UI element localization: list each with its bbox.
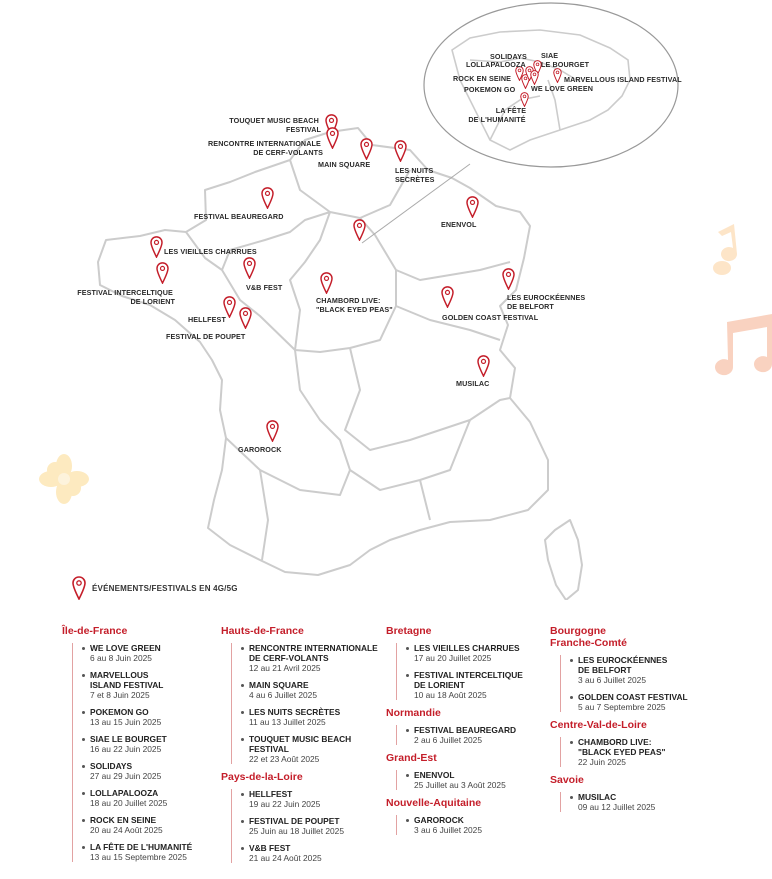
- event-item: [81, 643, 212, 663]
- marker-label: LES EUROCKÉENNES DE BELFORT: [507, 293, 586, 311]
- pin-vb-fest[interactable]: [244, 258, 255, 278]
- event-dates: 3 au 6 Juillet 2025: [578, 675, 646, 685]
- event-dates: 21 au 24 Août 2025: [249, 853, 322, 863]
- event-item: [569, 655, 720, 685]
- event-name: LES VIEILLES CHARRUES: [414, 643, 520, 653]
- marker-label: ROCK EN SEINE: [453, 74, 512, 83]
- event-dates: 6 au 8 Juin 2025: [90, 653, 152, 663]
- region-title: Centre-Val-de-Loire: [550, 719, 647, 731]
- region-title: Nouvelle-Aquitaine: [386, 797, 482, 809]
- event-dates: 13 au 15 Juin 2025: [90, 717, 162, 727]
- marker-label: HELLFEST: [188, 315, 226, 324]
- pin-poupet[interactable]: [240, 308, 251, 328]
- event-item: [569, 792, 720, 812]
- event-list: [560, 655, 720, 712]
- event-list: [231, 643, 386, 764]
- event-item: [81, 788, 212, 808]
- event-item: [81, 670, 212, 700]
- pin-main-square[interactable]: [361, 139, 372, 159]
- event-list: [560, 737, 720, 767]
- region-title: Normandie: [386, 707, 441, 719]
- event-list: [396, 815, 550, 835]
- event-list: [396, 770, 550, 790]
- event-name: LES EUROCKÉENNES DE BELFORT: [578, 655, 668, 675]
- column-1: [62, 625, 212, 869]
- event-item: [240, 680, 386, 700]
- marker-label: RENCONTRE INTERNATIONALE DE CERF-VOLANTS: [208, 139, 323, 157]
- event-name: GOLDEN COAST FESTIVAL: [578, 692, 688, 702]
- event-item: [405, 725, 550, 745]
- event-item: [569, 692, 720, 712]
- pin-interceltique[interactable]: [157, 263, 168, 283]
- marker-label: FESTIVAL INTERCELTIQUE DE LORIENT: [77, 288, 175, 306]
- region-title: Île-de-France: [62, 625, 128, 637]
- event-item: [81, 815, 212, 835]
- marker-label: POKEMON GO: [464, 85, 516, 94]
- event-name: LA FÊTE DE L'HUMANITÉ: [90, 842, 193, 852]
- event-name: TOUQUET MUSIC BEACH FESTIVAL: [249, 734, 352, 754]
- event-item: [240, 843, 386, 863]
- double-note-decoration: [715, 314, 772, 375]
- event-dates: 20 au 24 Août 2025: [90, 825, 163, 835]
- event-dates: 4 au 6 Juillet 2025: [249, 690, 317, 700]
- event-list: [231, 789, 386, 863]
- event-name: MUSILAC: [578, 792, 617, 802]
- event-dates: 13 au 15 Septembre 2025: [90, 852, 187, 862]
- column-2: [221, 625, 386, 870]
- marker-label: LOLLAPALOOZA: [466, 60, 526, 69]
- event-name: CHAMBORD LIVE: "BLACK EYED PEAS": [578, 737, 666, 757]
- event-dates: 2 au 6 Juillet 2025: [414, 735, 482, 745]
- corsica-outline: [545, 520, 582, 600]
- region-title: Grand-Est: [386, 752, 437, 764]
- event-dates: 19 au 22 Juin 2025: [249, 799, 321, 809]
- pin-eurockeennes[interactable]: [503, 269, 514, 289]
- map-pin-icon: [72, 576, 86, 600]
- event-dates: 25 Juin au 18 Juillet 2025: [249, 826, 344, 836]
- pin-golden-coast[interactable]: [442, 287, 453, 307]
- marker-label: SIAE LE BOURGET: [541, 51, 590, 69]
- event-name: LOLLAPALOOZA: [90, 788, 159, 798]
- marker-label: MARVELLOUS ISLAND FESTIVAL: [564, 75, 682, 84]
- marker-label: FESTIVAL DE POUPET: [166, 332, 246, 341]
- marker-label: GAROROCK: [238, 445, 282, 454]
- event-item: [240, 816, 386, 836]
- event-name: WE LOVE GREEN: [90, 643, 161, 653]
- pin-vieilles-charrues[interactable]: [151, 237, 162, 257]
- marker-label: WE LOVE GREEN: [531, 84, 594, 93]
- marker-label: MAIN SQUARE: [318, 160, 371, 169]
- event-name: GAROROCK: [414, 815, 464, 825]
- marker-label: LES VIEILLES CHARRUES: [164, 247, 257, 256]
- event-item: [81, 734, 212, 754]
- event-list: [72, 643, 212, 862]
- event-item: [240, 707, 386, 727]
- marker-label: TOUQUET MUSIC BEACH FESTIVAL: [229, 116, 321, 134]
- pin-nuits-secretes[interactable]: [395, 141, 406, 161]
- event-dates: 25 Juillet au 3 Août 2025: [414, 780, 506, 790]
- region-title: Hauts-de-France: [221, 625, 304, 637]
- event-dates: 5 au 7 Septembre 2025: [578, 702, 666, 712]
- marker-label: GOLDEN COAST FESTIVAL: [442, 313, 539, 322]
- event-item: [81, 761, 212, 781]
- event-dates: 22 et 23 Août 2025: [249, 754, 320, 764]
- column-3: [386, 625, 550, 842]
- event-name: FESTIVAL BEAUREGARD: [414, 725, 517, 735]
- event-dates: 18 au 20 Juillet 2025: [90, 798, 168, 808]
- event-name: ENENVOL: [414, 770, 455, 780]
- event-name: MAIN SQUARE: [249, 680, 309, 690]
- event-item: [569, 737, 720, 767]
- event-name: SOLIDAYS: [90, 761, 133, 771]
- marker-label: MUSILAC: [456, 379, 490, 388]
- event-list: [396, 643, 550, 700]
- marker-label: ENENVOL: [441, 220, 477, 229]
- event-name: V&B FEST: [249, 843, 291, 853]
- pin-garorock[interactable]: [267, 421, 278, 441]
- event-name: LES NUITS SECRÈTES: [249, 707, 341, 717]
- music-note-decoration: [713, 224, 737, 275]
- event-dates: 7 et 8 Juin 2025: [90, 690, 150, 700]
- event-dates: 22 Juin 2025: [578, 757, 626, 767]
- event-item: [405, 815, 550, 835]
- event-list: [396, 725, 550, 745]
- event-dates: 3 au 6 Juillet 2025: [414, 825, 482, 835]
- event-name: RENCONTRE INTERNATIONALE DE CERF-VOLANTS: [249, 643, 378, 663]
- pin-cerf-volants[interactable]: [327, 128, 338, 148]
- event-list: [560, 792, 720, 812]
- event-name: ROCK EN SEINE: [90, 815, 157, 825]
- marker-label: CHAMBORD LIVE: "BLACK EYED PEAS": [316, 296, 393, 314]
- flower-decoration: [39, 454, 89, 504]
- pin-enenvol[interactable]: [467, 197, 478, 217]
- pin-musilac[interactable]: [478, 356, 489, 376]
- event-dates: 27 au 29 Juin 2025: [90, 771, 162, 781]
- event-dates: 09 au 12 Juillet 2025: [578, 802, 656, 812]
- event-name: SIAE LE BOURGET: [90, 734, 167, 744]
- marker-label: V&B FEST: [246, 283, 283, 292]
- map-legend: [72, 576, 238, 600]
- legend-label: ÉVÉNEMENTS/FESTIVALS EN 4G/5G: [92, 583, 238, 593]
- event-dates: 12 au 21 Avril 2025: [249, 663, 321, 673]
- event-item: [81, 842, 212, 862]
- marker-label: LA FÊTE DE L'HUMANITÉ: [468, 106, 527, 124]
- region-title: Pays-de-la-Loire: [221, 771, 303, 783]
- event-item: [240, 789, 386, 809]
- event-dates: 16 au 22 Juin 2025: [90, 744, 162, 754]
- event-name: FESTIVAL DE POUPET: [249, 816, 340, 826]
- region-title: Savoie: [550, 774, 584, 786]
- event-item: [240, 643, 386, 673]
- event-name: POKEMON GO: [90, 707, 149, 717]
- pin-chambord[interactable]: [321, 273, 332, 293]
- pin-beauregard[interactable]: [262, 188, 273, 208]
- event-dates: 10 au 18 Août 2025: [414, 690, 487, 700]
- region-title: Bourgogne Franche-Comté: [550, 625, 628, 649]
- marker-label: FESTIVAL BEAUREGARD: [194, 212, 284, 221]
- event-name: FESTIVAL INTERCELTIQUE DE LORIENT: [414, 670, 523, 690]
- pin-paris[interactable]: [354, 220, 365, 240]
- event-name: HELLFEST: [249, 789, 293, 799]
- event-dates: 17 au 20 Juillet 2025: [414, 653, 492, 663]
- event-item: [81, 707, 212, 727]
- event-item: [405, 670, 550, 700]
- marker-label: SOLIDAYS: [490, 52, 527, 61]
- event-item: [405, 643, 550, 663]
- event-item: [405, 770, 550, 790]
- region-title: Bretagne: [386, 625, 432, 637]
- event-name: MARVELLOUS ISLAND FESTIVAL: [90, 670, 164, 690]
- event-dates: 11 au 13 Juillet 2025: [249, 717, 326, 727]
- event-item: [240, 734, 386, 764]
- marker-label: LES NUITS SECRÈTES: [395, 166, 435, 184]
- column-4: [550, 625, 720, 819]
